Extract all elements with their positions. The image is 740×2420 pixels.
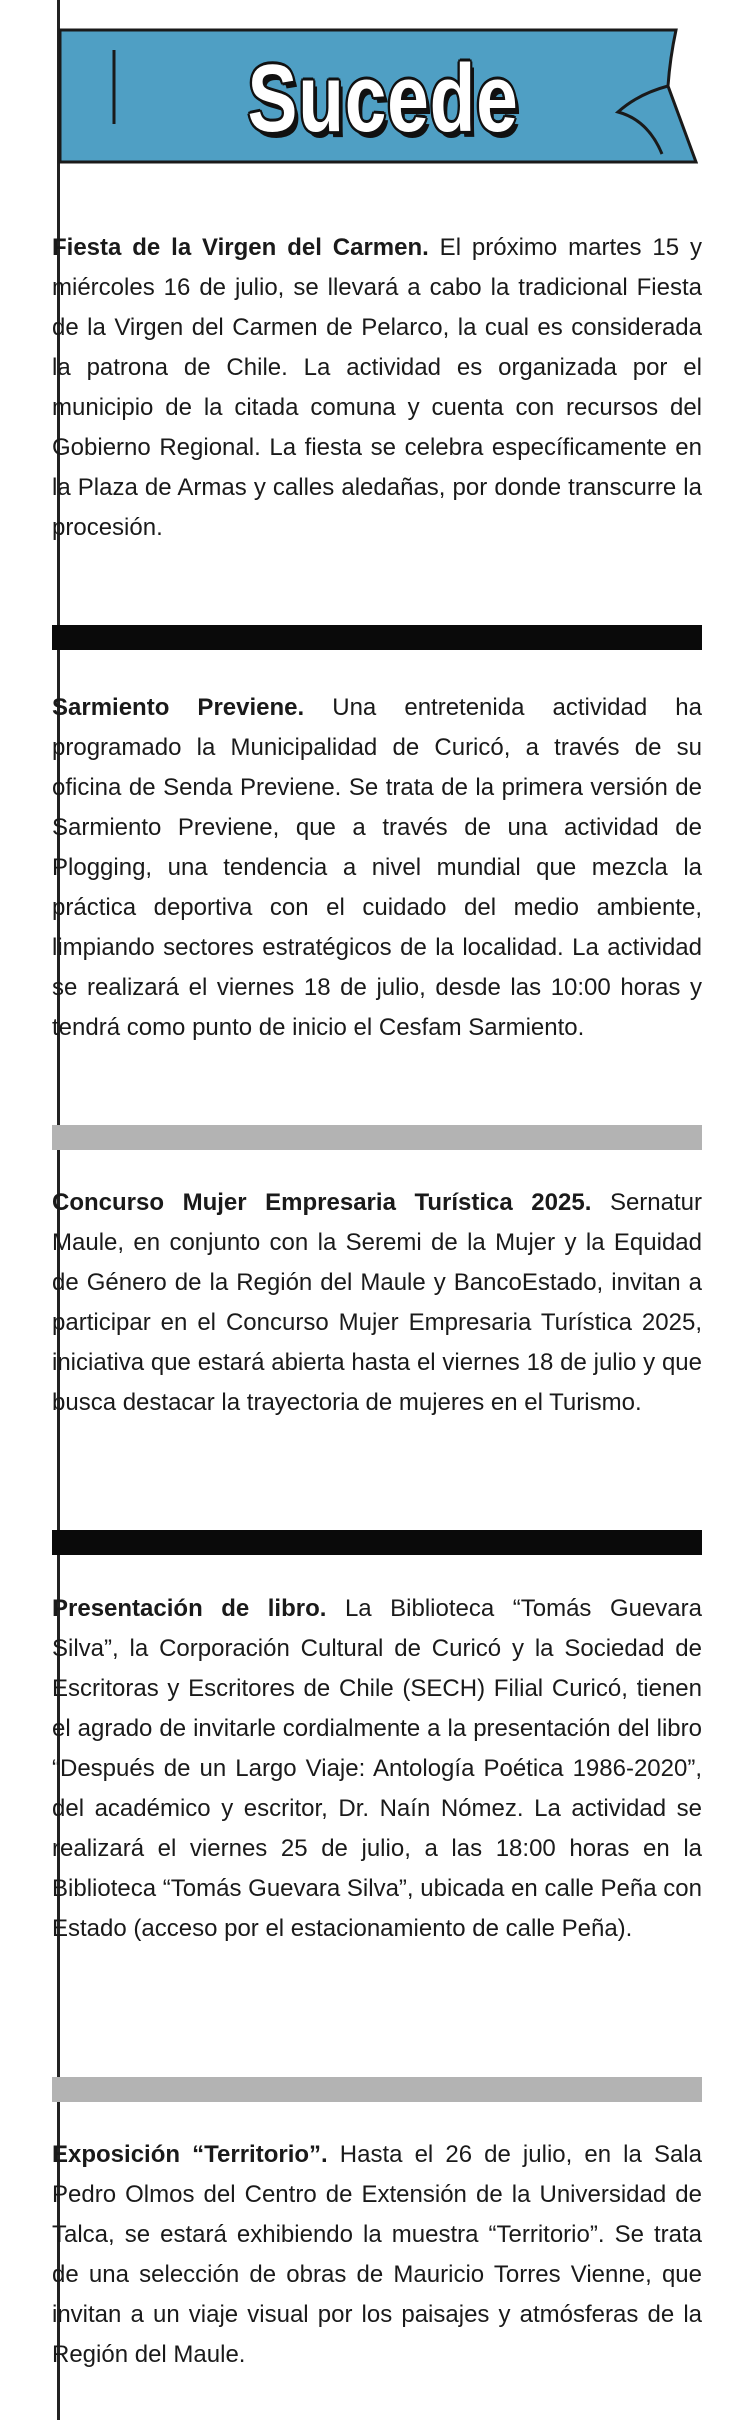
news-item-exposicion [52, 2135, 702, 2375]
news-item-title: Sarmiento Previene. [52, 694, 305, 721]
news-item-body: La Biblioteca “Tomás Guevara Silva”, la Corporación Cultural de Curicó y la Sociedad de Escritoras y Escritores de Chile (SECH) Filial Curicó, tienen el agrado de invitarle cordialmente a la presentación del libro “Después de un Largo Viaje: Antología Poética 1986-2020”, del académico y escritor, Dr. Naín Nómez. La actividad se realizará el viernes 25 de julio, a las 18:00 horas en la Biblioteca “Tomás Guevara Silva”, ubicada en calle Peña con Estado (acceso por el estacionamiento de calle Peña). [52, 1595, 702, 1942]
news-item-title: Exposición “Territorio”. [52, 2141, 328, 2168]
section-banner [58, 28, 698, 164]
separator-black [52, 1530, 702, 1555]
news-item-body: Hasta el 26 de julio, en la Sala Pedro Olmos del Centro de Extensión de la Universidad de Talca, se estará exhibiendo la muestra “Territorio”. Se trata de una selección de obras de Mauricio Torres Vienne, que invitan a un viaje visual por los paisajes y atmósferas de la Región del Maule. [52, 2141, 702, 2368]
news-item-title: Presentación de libro. [52, 1595, 327, 1622]
news-item-libro [52, 1589, 702, 1949]
separator-black [52, 625, 702, 650]
news-item-body: Una entretenida actividad ha programado la Municipalidad de Curicó, a través de su oficina de Senda Previene. Se trata de la primera versión de Sarmiento Previene, que a través de una actividad de Plogging, una tendencia a nivel mundial que mezcla la práctica deportiva con el cuidado del medio ambiente, limpiando sectores estratégicos de la localidad. La actividad se realizará el viernes 18 de julio, desde las 10:00 horas y tendrá como punto de inicio el Cesfam Sarmiento. [52, 694, 702, 1041]
news-item-body: Sernatur Maule, en conjunto con la Seremi de la Mujer y la Equidad de Género de la Región del Maule y BancoEstado, invitan a participar en el Concurso Mujer Empresaria Turística 2025, iniciativa que estará abierta hasta el viernes 18 de julio y que busca destacar la trayectoria de mujeres en el Turismo. [52, 1189, 702, 1416]
separator-gray [52, 2077, 702, 2102]
news-item-sarmiento [52, 688, 702, 1048]
news-item-concurso [52, 1183, 702, 1423]
banner-title: Sucede [247, 45, 519, 152]
news-item-fiesta [52, 228, 702, 548]
news-item-body: El próximo martes 15 y miércoles 16 de julio, se llevará a cabo la tradicional Fiesta de la Virgen del Carmen de Pelarco, la cual es considerada la patrona de Chile. La actividad es organizada por el municipio de la citada comuna y cuenta con recursos del Gobierno Regional. La fiesta se celebra específicamente en la Plaza de Armas y calles aledañas, por donde transcurre la procesión. [52, 234, 702, 541]
news-item-title: Concurso Mujer Empresaria Turística 2025. [52, 1189, 592, 1216]
news-item-title: Fiesta de la Virgen del Carmen. [52, 234, 429, 261]
separator-gray [52, 1125, 702, 1150]
